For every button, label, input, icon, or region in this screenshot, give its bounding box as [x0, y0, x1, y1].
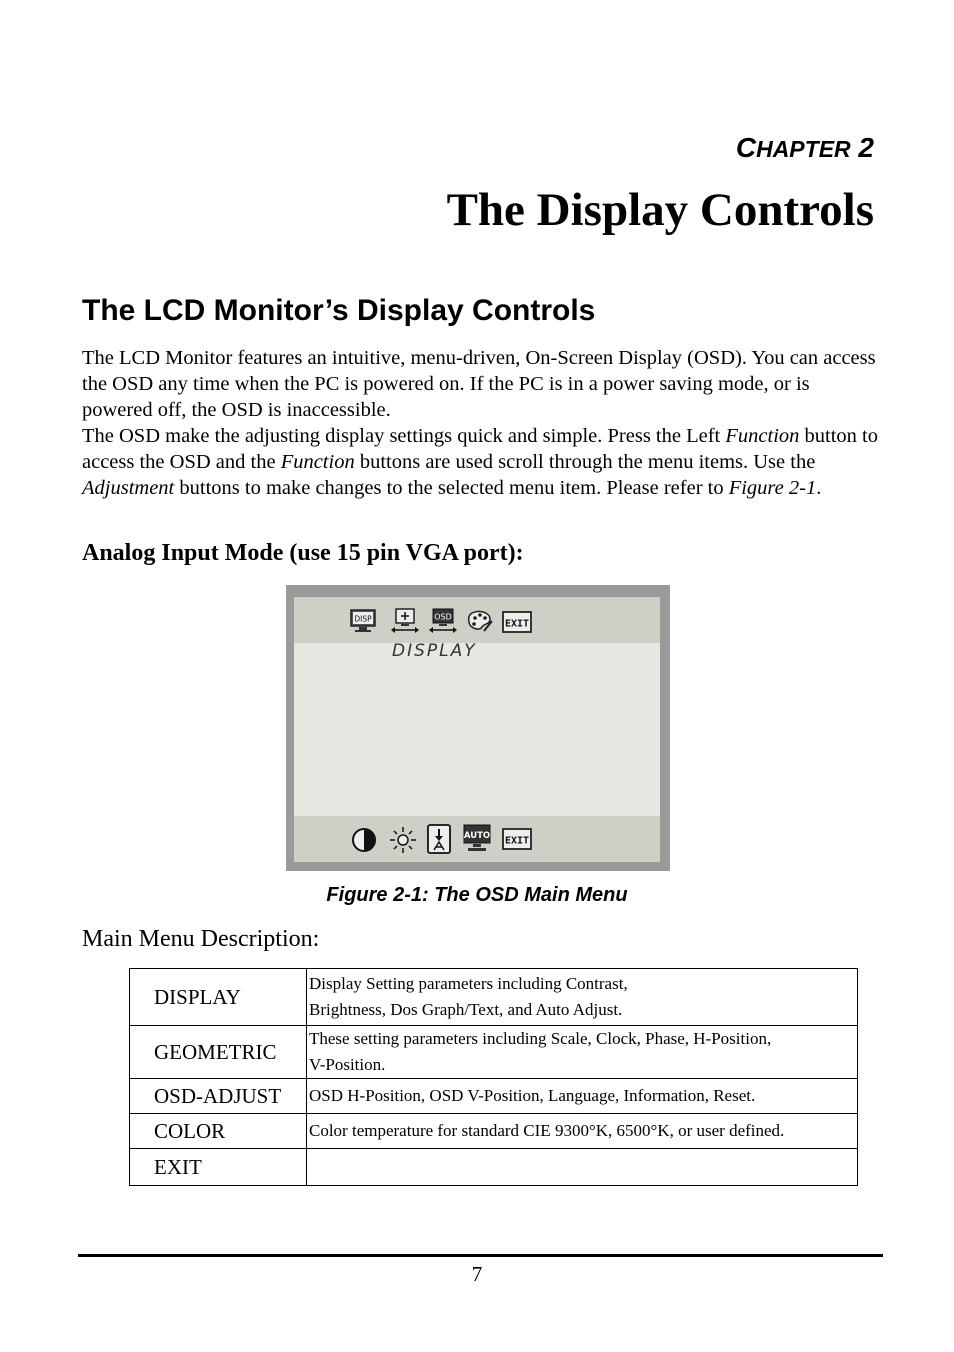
table-row: [130, 1079, 858, 1114]
menu-item-name: DISPLAY: [130, 969, 307, 1026]
chapter-title: The Display Controls: [446, 184, 874, 236]
osd-main-menu-figure: [286, 585, 670, 871]
intro-paragraph: The LCD Monitor features an intuitive, menu-driven, On-Screen Display (OSD). You can access the OSD any time when the PC is powered on. If the PC is in a power saving mode, or is powered off, the OSD is inaccessible.: [82, 347, 876, 421]
description-line: These setting parameters including Scale, Clock, Phase, H-Position,: [309, 1029, 772, 1048]
figure-caption: Figure 2-1: The OSD Main Menu: [326, 884, 628, 906]
osd-top-icon-bar: [294, 597, 660, 643]
menu-item-description: Color temperature for standard CIE 9300°K, 6500°K, or user defined.: [307, 1114, 858, 1149]
menu-item-name: GEOMETRIC: [130, 1026, 307, 1079]
table-row: [130, 1114, 858, 1149]
footer-divider: [78, 1254, 883, 1257]
description-line: Brightness, Dos Graph/Text, and Auto Adjust.: [309, 1000, 623, 1019]
auto-adjust-icon: [462, 824, 492, 854]
function-term: Function: [280, 451, 355, 473]
menu-item-name: COLOR: [130, 1114, 307, 1149]
table-row: [130, 1026, 858, 1079]
menu-item-description: [307, 1149, 858, 1186]
description-line: Display Setting parameters including Contrast,: [309, 974, 628, 993]
auto-adjust-icon-text: AUTO: [463, 831, 491, 841]
exit-icon: [502, 828, 532, 850]
menu-item-description: [307, 1026, 858, 1079]
osd-screen: [294, 597, 660, 862]
figure-reference: Figure 2-1: [728, 477, 817, 499]
description-line: V-Position.: [309, 1055, 386, 1074]
table-heading: Main Menu Description:: [82, 926, 320, 952]
display-icon: [350, 609, 376, 633]
adjustment-term: Adjustment: [82, 477, 175, 499]
osd-adjust-icon: [428, 607, 458, 635]
menu-item-name: EXIT: [130, 1149, 307, 1186]
para-text: buttons to make changes to the selected menu item. Please refer to: [174, 477, 729, 499]
para-text: buttons are used scroll through the menu items. Use the: [354, 451, 816, 473]
main-menu-description-table: [129, 968, 858, 1186]
contrast-icon: [350, 826, 378, 854]
function-term: Function: [725, 425, 800, 447]
display-icon-text: DISP: [354, 614, 372, 624]
chapter-label: [736, 132, 874, 164]
exit-icon: [502, 611, 532, 633]
menu-item-description: OSD H-Position, OSD V-Position, Language, Information, Reset.: [307, 1079, 858, 1114]
dos-text-icon: [426, 823, 452, 855]
chapter-number: 2: [858, 132, 874, 163]
osd-instructions-paragraph: [82, 423, 882, 501]
exit-icon-text: EXIT: [504, 618, 530, 630]
osd-menu-label: DISPLAY: [392, 641, 477, 661]
menu-item-name: OSD-ADJUST: [130, 1079, 307, 1114]
page-number: 7: [471, 1262, 483, 1286]
table-row: [130, 1149, 858, 1186]
brightness-icon: [388, 825, 418, 855]
table-row: [130, 969, 858, 1026]
osd-bottom-icon-bar: [294, 816, 660, 862]
para-text: button to access the OSD and the: [82, 425, 878, 473]
osd-adjust-icon-text: OSD: [434, 612, 452, 622]
color-palette-icon: [466, 609, 494, 633]
geometric-icon: [390, 607, 420, 635]
menu-item-description: [307, 969, 858, 1026]
para-text: .: [816, 477, 822, 499]
section-heading: The LCD Monitor’s Display Controls: [82, 294, 596, 327]
para-text: The OSD make the adjusting display settings quick and simple. Press the Left: [82, 425, 726, 447]
chapter-label-initial: C: [735, 132, 757, 163]
chapter-label-rest: HAPTER: [756, 136, 851, 162]
analog-mode-heading: Analog Input Mode (use 15 pin VGA port):: [82, 540, 524, 566]
exit-icon-text: EXIT: [504, 835, 530, 847]
